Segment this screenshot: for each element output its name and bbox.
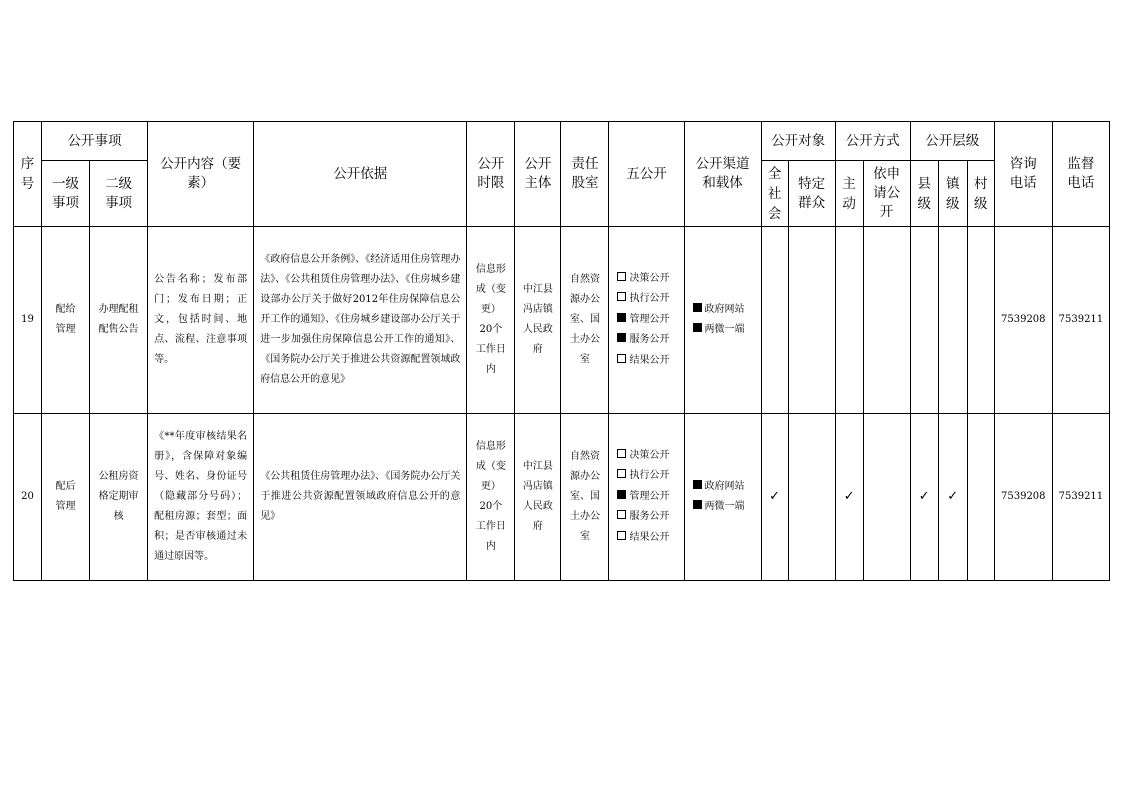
row-consult-phone: 7539208 — [994, 414, 1052, 581]
header-town: 镇级 — [938, 161, 967, 227]
row-town: ✓ — [938, 414, 967, 581]
checkbox-icon — [617, 531, 626, 540]
header-seq: 序号 — [14, 122, 42, 227]
five-open-item: 决策公开 — [617, 269, 683, 290]
row-basis: 《公共租赁住房管理办法》、《国务院办公厅关于推进公共资源配置领域政府信息公开的意见》 — [254, 414, 467, 581]
row-content: 《**年度审核结果名册》，含保障对象编号、姓名、身份证号（隐藏部分号码）；配租房源；套型；面积；是否审核通过未通过原因等。 — [148, 414, 254, 581]
five-open-item: 结果公开 — [617, 528, 683, 549]
header-time-limit: 公开时限 — [467, 122, 515, 227]
header-basis: 公开依据 — [254, 122, 467, 227]
row-dept: 自然资源办公室、国土办公室 — [561, 227, 609, 414]
checkbox-icon — [617, 449, 626, 458]
row-level2: 公租房资格定期审核 — [90, 414, 148, 581]
row-content: 公告名称；发布部门；发布日期；正文，包括时间、地点、流程、注意事项等。 — [148, 227, 254, 414]
five-open-item: 管理公开 — [617, 487, 683, 508]
row-time-limit: 信息形成（变更）20个工作日内 — [467, 227, 515, 414]
header-subject: 公开主体 — [515, 122, 561, 227]
channel-item: 政府网站 — [693, 300, 761, 321]
checkbox-checked-icon — [693, 480, 702, 489]
row-county: ✓ — [910, 414, 938, 581]
header-county: 县级 — [910, 161, 938, 227]
header-village: 村级 — [967, 161, 994, 227]
row-time-limit: 信息形成（变更）20个工作日内 — [467, 414, 515, 581]
five-open-item: 结果公开 — [617, 351, 683, 372]
row-dept: 自然资源办公室、国土办公室 — [561, 414, 609, 581]
checkbox-checked-icon — [617, 313, 626, 322]
header-dept: 责任股室 — [561, 122, 609, 227]
five-open-item: 服务公开 — [617, 507, 683, 528]
five-open-item: 执行公开 — [617, 289, 683, 310]
row-village — [967, 227, 994, 414]
row-supervise-phone: 7539211 — [1052, 227, 1109, 414]
row-active: ✓ — [835, 414, 863, 581]
row-level1: 配后管理 — [42, 414, 90, 581]
row-subject: 中江县冯店镇人民政府 — [515, 227, 561, 414]
header-consult-phone: 咨询电话 — [994, 122, 1052, 227]
header-supervise-phone: 监督电话 — [1052, 122, 1109, 227]
table-row — [14, 227, 1110, 414]
row-specific-group — [788, 227, 835, 414]
row-five-open — [609, 414, 684, 581]
row-specific-group — [788, 414, 835, 581]
header-method: 公开方式 — [835, 122, 910, 161]
row-basis: 《政府信息公开条例》、《经济适用住房管理办法》、《公共租赁住房管理办法》、《住房城乡建设部办公厅关于做好2012年住房保障信息公开工作的通知》、《住房城乡建设部办公厅关于进一步加强住房保障信息公开工作的通知》、《国务院办公厅关于推进公共资源配置领域政府信息公开的意见》 — [254, 227, 467, 414]
row-whole-society — [761, 227, 788, 414]
header-whole-society: 全社会 — [761, 161, 788, 227]
channel-item: 两微一端 — [693, 320, 761, 341]
row-on-request — [863, 414, 910, 581]
header-on-request: 依申请公开 — [863, 161, 910, 227]
row-village — [967, 414, 994, 581]
header-content: 公开内容（要素） — [148, 122, 254, 227]
checkbox-checked-icon — [693, 323, 702, 332]
row-on-request — [863, 227, 910, 414]
checkbox-icon — [617, 469, 626, 478]
disclosure-table — [13, 121, 1110, 581]
checkbox-checked-icon — [617, 490, 626, 499]
checkbox-icon — [617, 354, 626, 363]
header-level2: 二级事项 — [90, 161, 148, 227]
header-active: 主动 — [835, 161, 863, 227]
header-target: 公开对象 — [761, 122, 835, 161]
five-open-item: 服务公开 — [617, 330, 683, 351]
five-open-item: 决策公开 — [617, 446, 683, 467]
row-seq: 20 — [14, 414, 42, 581]
row-consult-phone: 7539208 — [994, 227, 1052, 414]
checkbox-icon — [617, 292, 626, 301]
checkbox-checked-icon — [693, 303, 702, 312]
header-level1: 一级事项 — [42, 161, 90, 227]
row-level2: 办理配租配售公告 — [90, 227, 148, 414]
header-channel: 公开渠道和载体 — [684, 122, 761, 227]
header-layer: 公开层级 — [910, 122, 994, 161]
channel-item: 两微一端 — [693, 497, 761, 518]
checkbox-icon — [617, 510, 626, 519]
row-whole-society: ✓ — [761, 414, 788, 581]
row-subject: 中江县冯店镇人民政府 — [515, 414, 561, 581]
row-channels — [684, 414, 761, 581]
row-active — [835, 227, 863, 414]
channel-item: 政府网站 — [693, 477, 761, 498]
header-specific-group: 特定群众 — [788, 161, 835, 227]
row-county — [910, 227, 938, 414]
checkbox-checked-icon — [617, 333, 626, 342]
row-channels — [684, 227, 761, 414]
header-open-items: 公开事项 — [42, 122, 148, 161]
five-open-item: 执行公开 — [617, 466, 683, 487]
five-open-item: 管理公开 — [617, 310, 683, 331]
table-row — [14, 414, 1110, 581]
row-seq: 19 — [14, 227, 42, 414]
checkbox-icon — [617, 272, 626, 281]
row-supervise-phone: 7539211 — [1052, 414, 1109, 581]
row-five-open — [609, 227, 684, 414]
row-town — [938, 227, 967, 414]
header-five-open: 五公开 — [609, 122, 684, 227]
checkbox-checked-icon — [693, 500, 702, 509]
row-level1: 配给管理 — [42, 227, 90, 414]
